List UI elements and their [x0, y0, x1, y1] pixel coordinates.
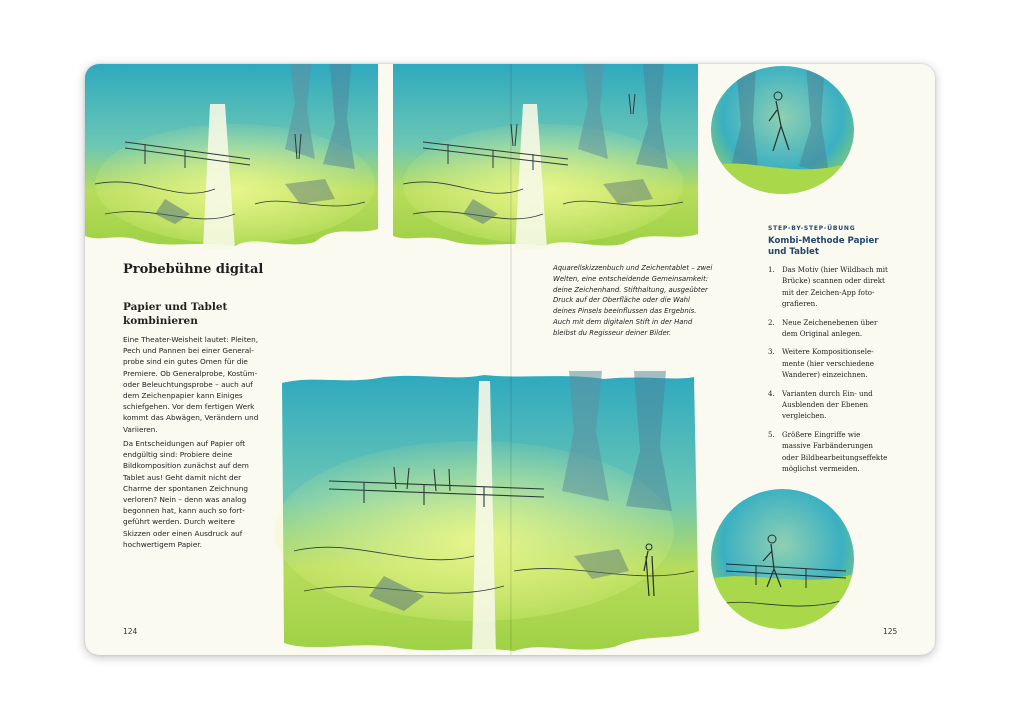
step-text: Varianten durch Ein- und Ausblenden der Ebenen vergleichen.: [782, 388, 873, 421]
page-number-left: 124: [123, 627, 138, 636]
watercolor-illustration-top-left: [85, 64, 378, 249]
step-text: Weitere Kompositionselemente (hier verschiedene Wanderer) einzeichnen.: [782, 347, 874, 380]
body-paragraph-1: Eine Theater-Weisheit lautet: Pleiten, Pech und Pannen bei einer Generalprobe sind ein gutes Omen für die Premiere. Ob Generalprobe, Kostüm- oder Beleuchtungsprobe – auch auf dem Zeichenpapier kann Einiges schiefgehen. Vor dem fertigen Werk kommt das Abwägen, Verändern und Variieren.: [123, 335, 259, 434]
list-item: [768, 388, 888, 422]
watercolor-detail-circle-top: [711, 66, 854, 194]
book-spread: [85, 64, 935, 655]
step-number: 1.: [768, 265, 775, 274]
step-text: Das Motiv (hier Wildbach mit Brücke) scannen oder direkt mit der Zeichen-App fotografieren.: [782, 265, 888, 309]
step-number: 3.: [768, 347, 775, 357]
list-item: [768, 346, 888, 380]
step-title: Kombi-Methode Papier und Tablet: [768, 236, 879, 257]
list-item: [768, 429, 888, 475]
step-number: 4.: [768, 388, 775, 398]
list-item: [768, 317, 888, 340]
step-number: 5.: [768, 429, 775, 439]
watercolor-illustration-top-right: [393, 64, 698, 249]
page-heading: Probebühne digital: [123, 262, 264, 277]
image-caption: Aquarellskizzenbuch und Zeichentablet – zwei Welten, eine entscheidende Gemeinsamkeit: deine Zeichenhand. Stifthaltung, ausgeübter Druck auf der Oberfläche oder die Wahl deines Pinsels beeinflussen das Ergebnis. Auch mit dem digitalen Stift in der Hand bleibst du Regisseur deiner Bilder.: [553, 264, 713, 337]
subheading: Papier und Tablet kombinieren: [123, 301, 228, 327]
step-text: Neue Zeichenebenen über dem Original anlegen.: [782, 317, 878, 339]
step-number: 2.: [768, 317, 775, 327]
gutter: [510, 64, 512, 655]
step-text: Größere Eingriffe wie massive Farbänderungen oder Bildbearbeitungseffekte möglichst vermeiden.: [782, 429, 888, 474]
step-label: STEP-BY-STEP-ÜBUNG: [768, 225, 856, 232]
steps-list: [768, 264, 888, 482]
page-number-right: 125: [883, 627, 898, 636]
body-paragraph-2: Da Entscheidungen auf Papier oft endgültig sind: Probiere deine Bildkomposition zunächst auf dem Tablet aus! Geht damit nicht der Charme der spontanen Zeichnung verloren? Nein – denn was analog begonnen hat, kann auch so fortgeführt werden. Durch weitere Skizzen oder einen Ausdruck auf hochwertigem Papier.: [123, 439, 249, 549]
list-item: [768, 264, 888, 310]
watercolor-detail-circle-bottom: [711, 489, 854, 629]
watercolor-illustration-bottom: [274, 371, 704, 655]
